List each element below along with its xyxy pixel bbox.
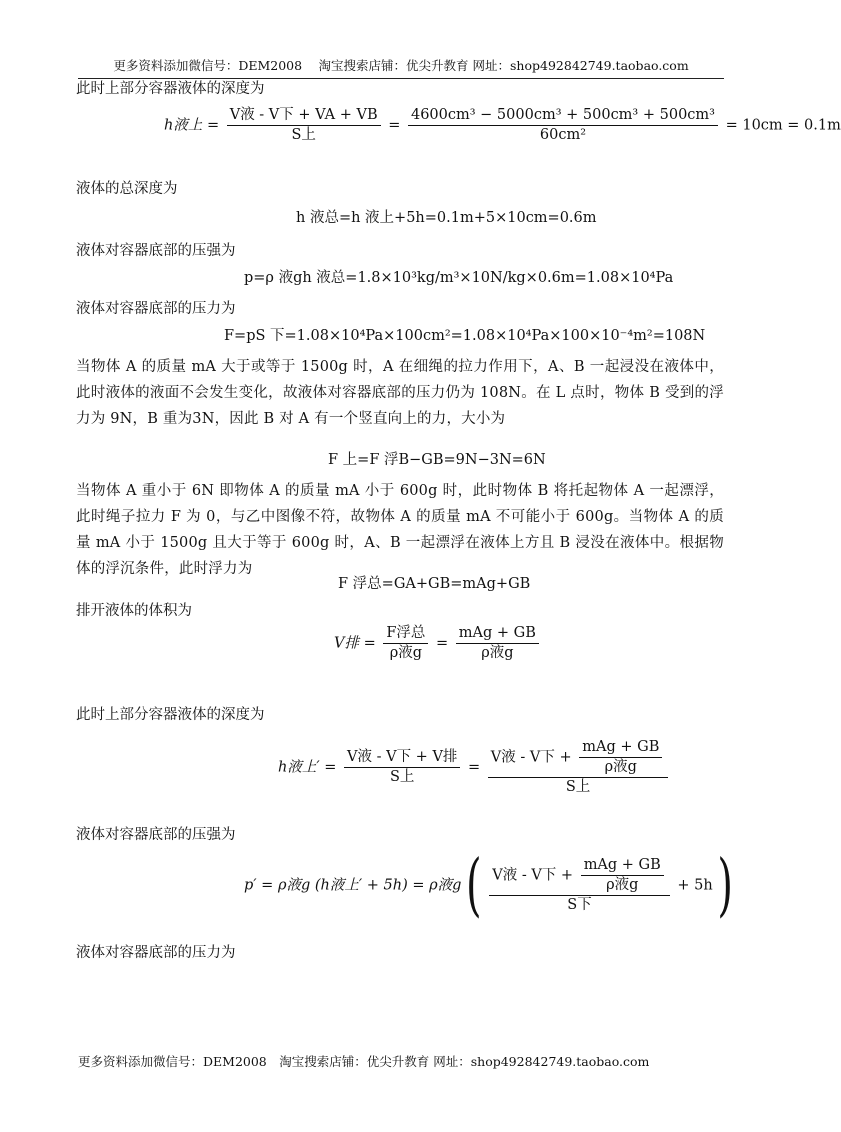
- equation-pressure-2: p′ = ρ液g (h液上′ + 5h) = ρ液g ( V液 - V下 + $\frac{\text{mAg + GB}}{\text{ρ液g}}$ S下 + 5h ): [244, 846, 733, 925]
- equation-buoyancy: F 浮总=GA+GB=mAg+GB: [338, 576, 531, 592]
- paragraph-pressure-2: 液体对容器底部的压强为: [76, 827, 236, 843]
- paragraph-displaced-volume: 排开液体的体积为: [76, 603, 192, 619]
- paragraph-force: 液体对容器底部的压力为: [76, 301, 236, 317]
- paragraph-total-depth: 液体的总深度为: [76, 181, 178, 197]
- equation-pressure: p=ρ 液gh 液总=1.8×10³kg/m³×10N/kg×0.6m=1.08×10⁴Pa: [244, 270, 674, 286]
- equation-force: F=pS 下=1.08×10⁴Pa×100cm²=1.08×10⁴Pa×100×10⁻⁴m²=108N: [224, 328, 706, 344]
- page-footer: 更多资料添加微信号：DEM2008 淘宝搜索店铺：优尖升教育 网址：shop492842749.taobao.com: [78, 1054, 650, 1069]
- equation-upper-depth-2: h液上′ = $\frac{\text{V液 - V下 + V排}}{\text{S上}}$ = V液 - V下 + $\frac{\text{mAg + GB}}{\text{ρ液g}}$ S上: [278, 738, 671, 797]
- equation-upper-depth: h液上 = $\frac{\text{V液 - V下 + VA + VB}}{\text{S上}}$ = $\frac{\text{4600cm³ − 5000cm³ + 500cm³ + 500cm³}}{\text{60cm²}}$ = 10cm = 0.1m: [164, 107, 841, 143]
- paragraph-force-2: 液体对容器底部的压力为: [76, 945, 236, 961]
- paragraph-pressure: 液体对容器底部的压强为: [76, 243, 236, 259]
- paragraph-upper-depth: 此时上部分容器液体的深度为: [76, 81, 265, 97]
- paragraph-case-float: 当物体 A 重小于 6N 即物体 A 的质量 mA 小于 600g 时，此时物体 B 将托起物体 A 一起漂浮，此时绳子拉力 F 为 0，与乙中图像不符，故物体 A 的质量 mA 不可能小于 600g。当物体 A 的质量 mA 小于 1500g 且大于等于 600g 时，A、B 一起漂浮在液体上方且 B 浸没在液体中。根据物体的浮沉条件，此时浮力为: [76, 483, 724, 577]
- equation-upward-force: F 上=F 浮B−GB=9N−3N=6N: [328, 452, 546, 468]
- equation-total-depth: h 液总=h 液上+5h=0.1m+5×10cm=0.6m: [296, 210, 597, 226]
- page-header: 更多资料添加微信号：DEM2008 淘宝搜索店铺：优尖升教育 网址：shop492842749.taobao.com: [78, 56, 724, 79]
- paragraph-upper-depth-2: 此时上部分容器液体的深度为: [76, 707, 265, 723]
- paragraph-case-heavy: 当物体 A 的质量 mA 大于或等于 1500g 时，A 在细绳的拉力作用下，A、B 一起浸没在液体中，此时液体的液面不会发生变化，故液体对容器底部的压力仍为 108N。在 L 点时，物体 B 受到的浮力为 9N，B 重为3N，因此 B 对 A 有一个竖直向上的力，大小为: [76, 359, 724, 427]
- equation-displaced-volume: V排 = $\frac{\text{F浮总}}{\text{ρ液g}}$ = $\frac{\text{mAg + GB}}{\text{ρ液g}}$: [334, 624, 542, 663]
